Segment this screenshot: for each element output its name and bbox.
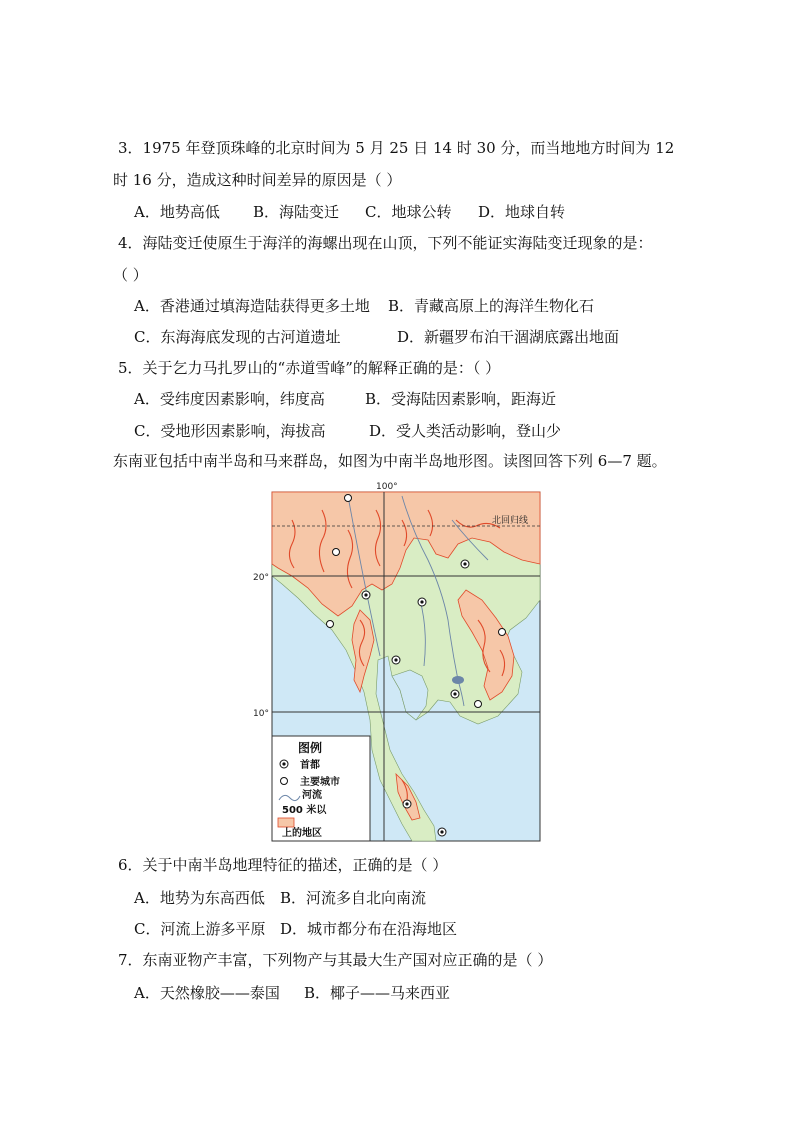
legend-elevation-line2: 上的地区 <box>282 828 322 839</box>
q5-stem: 5．关于乞力马扎罗山的“赤道雪峰”的解释正确的是：（ ） <box>118 359 501 377</box>
q5-option-d: D．受人类活动影响，登山少 <box>369 422 562 440</box>
capital-phnom-penh <box>451 690 459 698</box>
legend-highland-swatch <box>278 818 294 827</box>
q4-option-b: B．青藏高原上的海洋生物化石 <box>388 297 595 315</box>
map-tropic-label: 北回归线 <box>492 516 529 526</box>
q3-option-b: B．海陆变迁 <box>253 203 340 221</box>
legend-title: 图例 <box>298 741 323 755</box>
q6-option-b: B．河流多自北向南流 <box>280 889 427 907</box>
q6-option-d: D．城市都分布在沿海地区 <box>280 920 458 938</box>
capital-bangkok <box>392 656 400 664</box>
q3-option-c: C．地球公转 <box>365 203 452 221</box>
map-lake <box>452 676 464 684</box>
q5-option-c: C．受地形因素影响，海拔高 <box>134 422 326 440</box>
city-marker <box>475 701 482 708</box>
indochina-terrain-map <box>252 480 552 845</box>
q3-stem-line1: 3．1975 年登顶珠峰的北京时间为 5 月 25 日 14 时 30 分，而当地地方时间为 12 <box>118 139 675 157</box>
q3-stem-line2: 时 16 分，造成这种时间差异的原因是（ ） <box>113 171 402 189</box>
city-marker <box>499 629 506 636</box>
q4-option-c: C．东海海底发现的古河道遗址 <box>134 328 341 346</box>
city-marker <box>333 549 340 556</box>
q6-option-c: C．河流上游多平原 <box>134 920 266 938</box>
legend-river: 河流 <box>302 790 322 801</box>
q7-option-b: B．椰子——马来西亚 <box>304 984 451 1002</box>
legend-elevation-line1: 500 米以 <box>282 805 327 816</box>
capital-hanoi <box>461 560 469 568</box>
q7-option-a: A．天然橡胶——泰国 <box>134 984 280 1002</box>
q6-stem: 6．关于中南半岛地理特征的描述，正确的是（ ） <box>118 856 448 874</box>
q4-option-d: D．新疆罗布泊干涸湖底露出地面 <box>397 328 620 346</box>
capital-singapore <box>438 828 446 836</box>
q5-option-b: B．受海陆因素影响，距海近 <box>365 390 557 408</box>
city-marker <box>345 495 352 502</box>
q5-option-a: A．受纬度因素影响，纬度高 <box>134 390 325 408</box>
q4-option-a: A．香港通过填海造陆获得更多土地 <box>134 297 370 315</box>
q4-stem-line2: （ ） <box>113 266 148 284</box>
capital-vientiane <box>418 598 426 606</box>
city-marker <box>327 621 334 628</box>
q6-7-intro: 东南亚包括中南半岛和马来群岛，如图为中南半岛地形图。读图回答下列 6—7 题。 <box>113 452 667 470</box>
map-lat-10-label: 10° <box>253 709 269 719</box>
legend-capital: 首都 <box>300 760 320 771</box>
q4-stem-line1: 4．海陆变迁使原生于海洋的海螺出现在山顶，下列不能证实海陆变迁现象的是： <box>118 234 653 252</box>
q3-option-a: A．地势高低 <box>134 203 220 221</box>
legend-city: 主要城市 <box>300 777 340 788</box>
map-lon-100-label: 100° <box>376 482 398 492</box>
capital-naypyidaw <box>362 591 370 599</box>
capital-kuala-lumpur <box>403 800 411 808</box>
map-legend <box>272 736 370 841</box>
map-lat-20-label: 20° <box>253 573 269 583</box>
q6-option-a: A．地势为东高西低 <box>134 889 265 907</box>
q7-stem: 7．东南亚物产丰富，下列物产与其最大生产国对应正确的是（ ） <box>118 951 553 969</box>
q3-option-d: D．地球自转 <box>478 203 566 221</box>
